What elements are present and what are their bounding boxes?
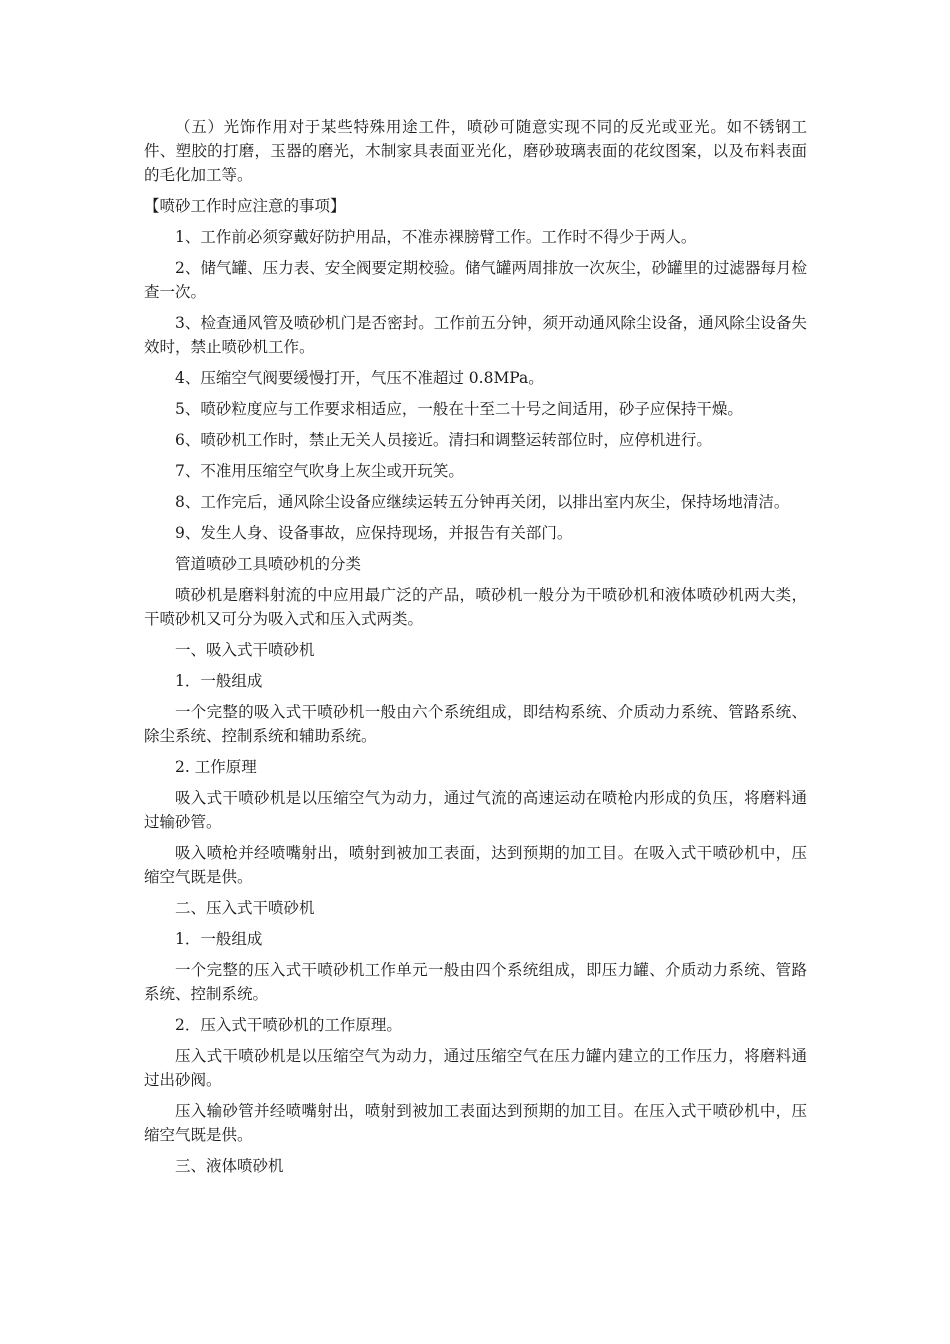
heading-pressure-type: 二、压入式干喷砂机 bbox=[175, 899, 315, 917]
paragraph-suction-composition: 一个完整的吸入式干喷砂机一般由六个系统组成，即结构系统、介质动力系统、管路系统、除尘系统、控制系统和辅助系统。 bbox=[144, 703, 807, 745]
document-body bbox=[144, 115, 807, 1185]
precaution-item-1: 1、工作前必须穿戴好防护用品，不准赤裸膀臂工作。工作时不得少于两人。 bbox=[175, 228, 697, 246]
paragraph-suction-principle-2: 吸入喷枪并经喷嘴射出，喷射到被加工表面，达到预期的加工目。在吸入式干喷砂机中，压缩空气既是供。 bbox=[144, 844, 807, 886]
precaution-item-5: 5、喷砂粒度应与工作要求相适应，一般在十至二十号之间适用，砂子应保持干燥。 bbox=[175, 400, 743, 418]
paragraph-suction-principle-1: 吸入式干喷砂机是以压缩空气为动力，通过气流的高速运动在喷枪内形成的负压，将磨料通过输砂管。 bbox=[144, 789, 807, 831]
paragraph-pressure-principle-1: 压入式干喷砂机是以压缩空气为动力，通过压缩空气在压力罐内建立的工作压力，将磨料通过出砂阀。 bbox=[144, 1047, 807, 1089]
precaution-item-3: 3、检查通风管及喷砂机门是否密封。工作前五分钟，须开动通风除尘设备，通风除尘设备失效时，禁止喷砂机工作。 bbox=[144, 314, 807, 356]
paragraph-pressure-composition: 一个完整的压入式干喷砂机工作单元一般由四个系统组成，即压力罐、介质动力系统、管路系统、控制系统。 bbox=[144, 961, 807, 1003]
precaution-item-9: 9、发生人身、设备事故，应保持现场，并报告有关部门。 bbox=[175, 524, 573, 542]
section-heading-precautions: 【喷砂工作时应注意的事项】 bbox=[144, 197, 346, 215]
section-heading-classification: 管道喷砂工具喷砂机的分类 bbox=[175, 555, 362, 573]
paragraph-pressure-principle-2: 压入输砂管并经喷嘴射出，喷射到被加工表面达到预期的加工目。在压入式干喷砂机中，压缩空气既是供。 bbox=[144, 1102, 807, 1144]
paragraph-polishing-effect: （五）光饰作用对于某些特殊用途工件，喷砂可随意实现不同的反光或亚光。如不锈钢工件、塑胶的打磨，玉器的磨光，木制家具表面亚光化，磨砂玻璃表面的花纹图案，以及布料表面的毛化加工等。 bbox=[144, 118, 807, 184]
precaution-item-6: 6、喷砂机工作时，禁止无关人员接近。清扫和调整运转部位时，应停机进行。 bbox=[175, 431, 712, 449]
precaution-item-2: 2、储气罐、压力表、安全阀要定期校验。储气罐两周排放一次灰尘，砂罐里的过滤器每月检查一次。 bbox=[144, 259, 807, 301]
subheading-suction-principle: 2. 工作原理 bbox=[175, 758, 257, 776]
heading-suction-type: 一、吸入式干喷砂机 bbox=[175, 641, 315, 659]
paragraph-classification-intro: 喷砂机是磨料射流的中应用最广泛的产品，喷砂机一般分为干喷砂机和液体喷砂机两大类，干喷砂机又可分为吸入式和压入式两类。 bbox=[144, 586, 807, 628]
subheading-pressure-composition: 1．一般组成 bbox=[175, 930, 263, 948]
subheading-pressure-principle: 2．压入式干喷砂机的工作原理。 bbox=[175, 1016, 402, 1034]
heading-liquid-type: 三、液体喷砂机 bbox=[175, 1157, 284, 1175]
precaution-item-7: 7、不准用压缩空气吹身上灰尘或开玩笑。 bbox=[175, 462, 464, 480]
precaution-item-4: 4、压缩空气阀要缓慢打开，气压不准超过 0.8MPa。 bbox=[175, 369, 544, 387]
precaution-item-8: 8、工作完后，通风除尘设备应继续运转五分钟再关闭，以排出室内灰尘，保持场地清洁。 bbox=[175, 493, 790, 511]
subheading-suction-composition: 1．一般组成 bbox=[175, 672, 263, 690]
